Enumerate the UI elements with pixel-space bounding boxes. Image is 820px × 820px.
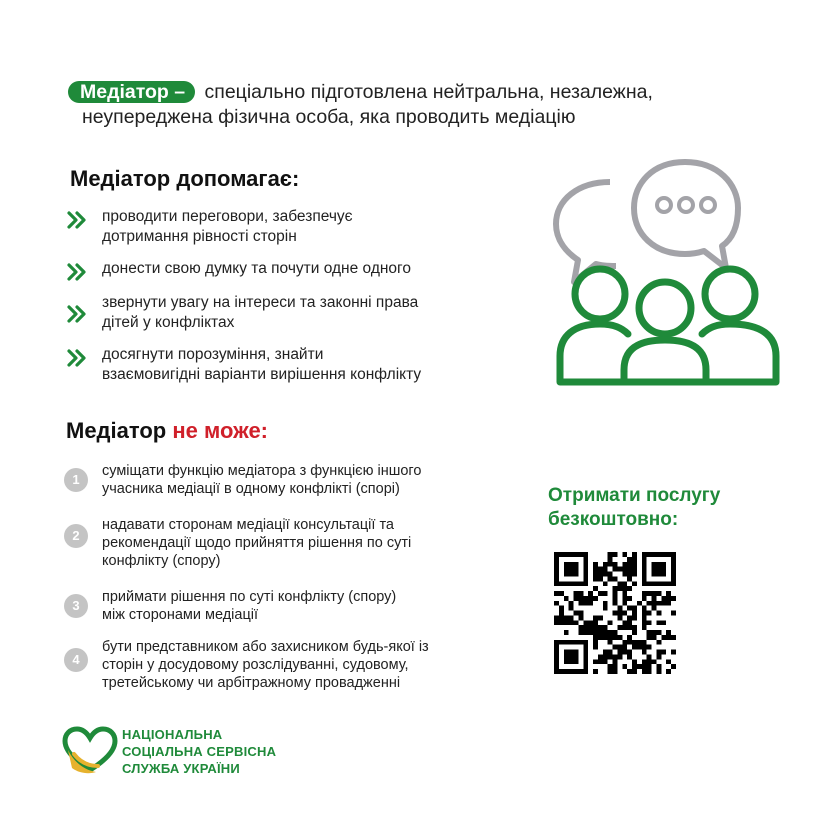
cannot-item [64, 638, 524, 692]
helps-item [66, 259, 536, 286]
helps-item-text [94, 259, 411, 286]
helps-item-line: дотримання рівності сторін [102, 228, 297, 245]
org-name-line: СЛУЖБА УКРАЇНИ [122, 761, 240, 776]
number-badge: 2 [64, 524, 88, 548]
cannot-item-text [88, 638, 429, 692]
heart-hands-logo-icon [62, 726, 118, 776]
cannot-item-text [88, 462, 421, 498]
number-badge: 1 [64, 468, 88, 492]
cannot-item-line: конфлікту (спору) [102, 553, 221, 569]
cannot-item-text [88, 588, 396, 624]
double-chevron-icon [66, 293, 94, 333]
cannot-item [64, 516, 524, 570]
helps-item-line: донести свою думку та почути одне одного [102, 260, 411, 277]
cannot-item-line: бути представником або захисником будь-якої із [102, 639, 429, 655]
cannot-item-line: третейському чи арбітражному провадженні [102, 675, 401, 691]
qr-code[interactable] [554, 552, 676, 674]
double-chevron-icon [66, 345, 94, 385]
number-badge: 4 [64, 648, 88, 672]
cannot-heading [66, 418, 268, 444]
cannot-item [64, 588, 524, 624]
definition-text-1: спеціально підготовлена нейтральна, незалежна, [204, 81, 653, 103]
helps-item-line: звернути увагу на інтереси та законні права [102, 294, 419, 311]
cannot-heading-accent: не може: [172, 418, 269, 443]
cannot-item-text [88, 516, 411, 570]
helps-item [66, 345, 536, 385]
cannot-item-line: учасника медіації в одному конфлікті (спорі) [102, 481, 400, 497]
number-badge: 3 [64, 594, 88, 618]
definition-text-2: неупереджена фізична особа, яка проводить медіацію [82, 106, 576, 128]
double-chevron-icon [66, 259, 94, 286]
helps-item-text [94, 345, 421, 385]
definition [68, 80, 788, 130]
cannot-item-line: суміщати функцію медіатора з функцією іншого [102, 463, 422, 479]
cannot-heading-text: Медіатор [66, 418, 167, 443]
helps-item-text [94, 293, 418, 333]
helps-heading: Медіатор допомагає: [70, 166, 300, 191]
definition-term-badge: Медіатор – [68, 81, 195, 103]
helps-item-line: дітей у конфліктах [102, 314, 235, 331]
helps-item-line: досягнути порозуміння, знайти [102, 346, 324, 363]
cannot-item-line: рекомендації щодо прийняття рішення по суті [102, 535, 412, 551]
helps-item-text [94, 207, 353, 247]
cannot-item-line: приймати рішення по суті конфлікту (спору) [102, 589, 397, 605]
org-name-line: НАЦІОНАЛЬНА [122, 727, 223, 742]
helps-item-line: взаємовигідні варіанти вирішення конфлікту [102, 366, 422, 383]
service-title-line: Отримати послугу [548, 485, 721, 506]
definition-line-1 [68, 80, 788, 105]
cannot-item-line: надавати сторонам медіації консультації та [102, 517, 394, 533]
org-name [122, 726, 276, 777]
service-title [548, 484, 788, 532]
cannot-item-line: між сторонами медіації [102, 607, 259, 623]
helps-item-line: проводити переговори, забезпечує [102, 208, 353, 225]
org-name-line: СОЦІАЛЬНА СЕРВІСНА [122, 744, 277, 759]
double-chevron-icon [66, 207, 94, 247]
cannot-item [64, 462, 524, 498]
helps-item [66, 293, 536, 333]
helps-item [66, 207, 536, 247]
people-with-chat-icon [548, 150, 788, 390]
service-title-line: безкоштовно: [548, 509, 679, 530]
cannot-item-line: сторін у досудовому розслідуванні, судовому, [102, 657, 409, 673]
